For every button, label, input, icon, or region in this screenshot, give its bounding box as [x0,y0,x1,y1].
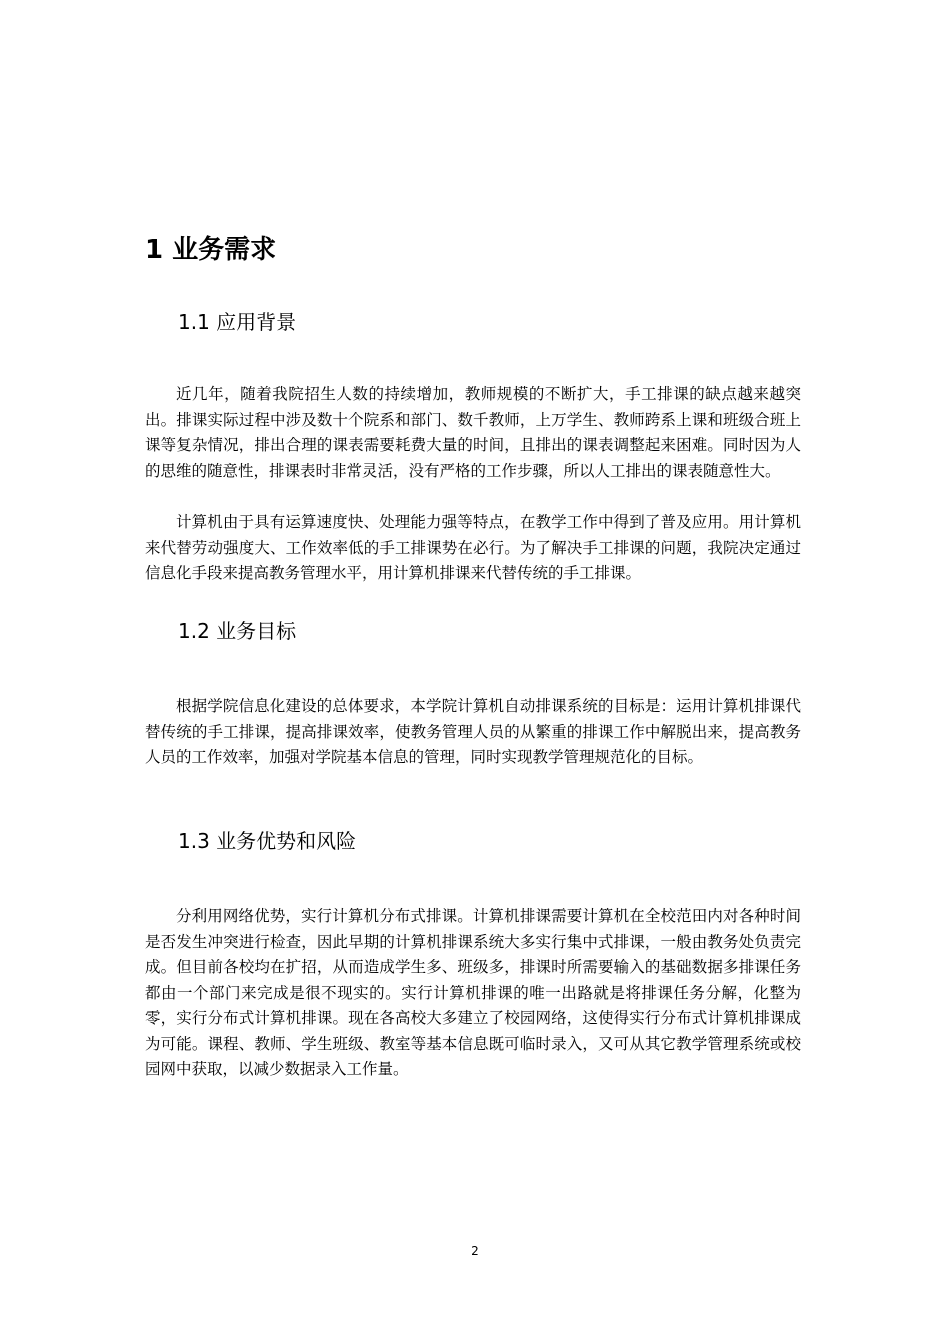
section-heading-background: 1.1 应用背景 [178,310,297,334]
paragraph-goals: 根据学院信息化建设的总体要求，本学院计算机自动排课系统的目标是：运用计算机排课代替传统的手工排课，提高排课效率，使教务管理人员的从繁重的排课工作中解脱出来，提高教务人员的工作效率，加强对学院基本信息的管理，同时实现教学管理规范化的目标。 [145,697,801,766]
paragraph-advantages-risks: 分利用网络优势，实行计算机分布式排课。计算机排课需要计算机在全校范田内对各种时间是否发生冲突进行检查，因此早期的计算机排课系统大多实行集中式排课，一般由教务处负责完成。但目前各校均在扩招，从而造成学生多、班级多，排课时所需要输入的基础数据多排课任务都由一个部门来完成是很不现实的。实行计算机排课的唯一出路就是将排课任务分解，化整为零，实行分布式计算机排课。现在各高校大多建立了校园网络，这使得实行分布式计算机排课成为可能。课程、教师、学生班级、教室等基本信息既可临时录入，又可从其它教学管理系统或校园网中获取，以减少数据录入工作量。 [145,907,801,1078]
section-heading-goals: 1.2 业务目标 [178,619,297,643]
paragraph-background-2: 计算机由于具有运算速度快、处理能力强等特点，在教学工作中得到了普及应用。用计算机来代替劳动强度大、工作效率低的手工排课势在必行。为了解决手工排课的问题，我院决定通过信息化手段来提高教务管理水平，用计算机排课来代替传统的手工排课。 [145,513,801,582]
page-number: 2 [471,1244,479,1258]
section-heading-advantages-risks: 1.3 业务优势和风险 [178,829,357,853]
chapter-title: 1 业务需求 [145,235,277,265]
paragraph-background-1: 近几年，随着我院招生人数的持续增加，教师规模的不断扩大，手工排课的缺点越来越突出。排课实际过程中涉及数十个院系和部门、数千教师，上万学生、教师跨系上课和班级合班上课等复杂情况，排出合理的课表需要耗费大量的时间，且排出的课表调整起来困难。同时因为人的思维的随意性，排课表时非常灵活，没有严格的工作步骤，所以人工排出的课表随意性大。 [145,385,801,480]
